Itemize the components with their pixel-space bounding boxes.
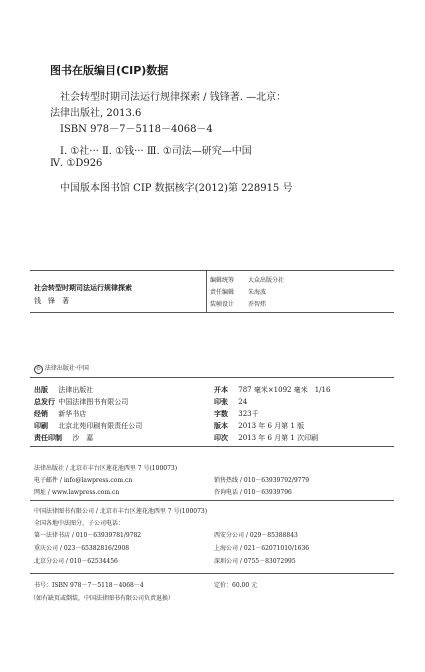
pub-value: 中国法律图书有限公司 <box>58 398 129 406</box>
spec-value: 787 毫米×1092 毫米 1/16 <box>238 386 331 394</box>
box-divider <box>206 270 207 312</box>
pub-bottom-rule <box>30 446 394 447</box>
publisher-email: 电子邮件 / info@lawpress.com.cn <box>34 477 133 484</box>
pub-label: 责任印制 <box>34 434 62 442</box>
price: 定价：60.00 元 <box>214 582 258 589</box>
pub-value: 北京北苑印刷有限责任公司 <box>58 422 143 430</box>
contact-rule <box>30 500 394 501</box>
pub-row <box>34 433 93 443</box>
credit-row <box>210 275 284 284</box>
publisher-website: 网址 / www.lawpress.com.cn <box>34 489 120 496</box>
spec-value: 2013 年 6 月第 1 次印刷 <box>238 434 319 442</box>
copyright-line <box>34 363 89 374</box>
dist-rule <box>30 573 394 574</box>
book-title: 社会转型时期司法运行规律探索 <box>34 284 132 292</box>
spec-row <box>214 433 318 443</box>
pub-top-rule <box>30 377 394 378</box>
pub-value: 沙 嘉 <box>72 434 94 442</box>
pub-label: 印刷 <box>34 422 48 430</box>
spec-value: 2013 年 6 月第 1 版 <box>238 422 305 430</box>
cip-classification-2: Ⅳ. ①D926 <box>50 158 103 169</box>
pub-value: 新华书店 <box>58 410 87 418</box>
spec-value: 323千 <box>238 410 259 418</box>
spec-row <box>214 409 259 419</box>
spec-label: 版本 <box>214 422 228 430</box>
pub-label: 总发行 <box>34 398 55 406</box>
branch-phone: 北京分公司 / 010－62534456 <box>34 558 118 565</box>
credit-value: 乔智炜 <box>247 301 266 308</box>
spec-label: 印张 <box>214 398 228 406</box>
spec-value: 24 <box>238 398 248 406</box>
cip-classification-1: Ⅰ. ①社··· Ⅱ. ①钱··· Ⅲ. ①司法—研究—中国 <box>60 146 252 157</box>
branch-phone: 重庆公司 / 023－65382816/2908 <box>34 545 130 552</box>
spec-label: 开本 <box>214 386 228 394</box>
credit-row <box>210 299 266 308</box>
spec-row <box>214 397 247 407</box>
pub-row <box>34 409 86 419</box>
pub-row <box>34 421 142 431</box>
book-author: 钱 锋 著 <box>34 297 69 305</box>
cip-line-2: 法律出版社, 2013.6 <box>50 108 142 119</box>
branch-phone: 上海公司 / 021－62071010/1636 <box>214 545 310 552</box>
consult-phone: 咨询电话 / 010－63939796 <box>214 489 292 496</box>
credit-value: 朱海波 <box>247 289 266 296</box>
cip-heading: 图书在版编目(CIP)数据 <box>50 64 169 77</box>
credit-label: 编辑统筹 <box>210 277 235 284</box>
publisher-address: 法律出版社 / 北京市丰台区莲花池西里 7 号(100073) <box>34 465 178 472</box>
credit-label: 装帧设计 <box>210 301 235 308</box>
pub-label: 出版 <box>34 386 48 394</box>
pub-label: 经销 <box>34 410 48 418</box>
box-bottom-rule <box>30 312 394 313</box>
distributor-address: 中国法律图书有限公司 / 北京市丰台区莲花池西里 7 号(100073) <box>34 508 208 515</box>
return-note: （如有缺页或倒装，中国法律图书有限公司负责退换） <box>30 595 175 602</box>
credit-label: 责任编辑 <box>210 289 235 296</box>
branch-phone: 西安分公司 / 029－85388843 <box>214 532 298 539</box>
pub-value: 法律出版社 <box>58 386 94 394</box>
spec-label: 印次 <box>214 434 228 442</box>
cip-isbn: ISBN 978－7－5118－4068－4 <box>60 124 213 135</box>
spec-row <box>214 385 330 395</box>
box-top-rule <box>30 270 394 271</box>
credit-row <box>210 287 266 296</box>
branch-phone: 第一法律书店 / 010－63939781/9782 <box>34 532 142 539</box>
cip-line-1: 社会转型时期司法运行规律探索 / 钱锋著. —北京： <box>60 92 287 103</box>
copyright-icon: © <box>36 366 41 372</box>
credit-value: 大众出版分社 <box>247 277 284 284</box>
pub-row <box>34 385 93 395</box>
pub-row <box>34 397 128 407</box>
cip-verification: 中国版本图书馆 CIP 数据核字(2012)第 228915 号 <box>60 183 293 194</box>
branch-phone: 深圳公司 / 0755－83072995 <box>214 558 296 565</box>
book-number: 书号：ISBN 978－7－5118－4068－4 <box>34 582 144 589</box>
branches-title: 全国各地中法图分、子公司电话： <box>34 520 125 527</box>
spec-label: 字数 <box>214 410 228 418</box>
copyright-text: 法律出版社·中国 <box>44 365 89 372</box>
sales-hotline: 销售热线 / 010－63939792/9779 <box>214 477 310 484</box>
spec-row <box>214 421 304 431</box>
